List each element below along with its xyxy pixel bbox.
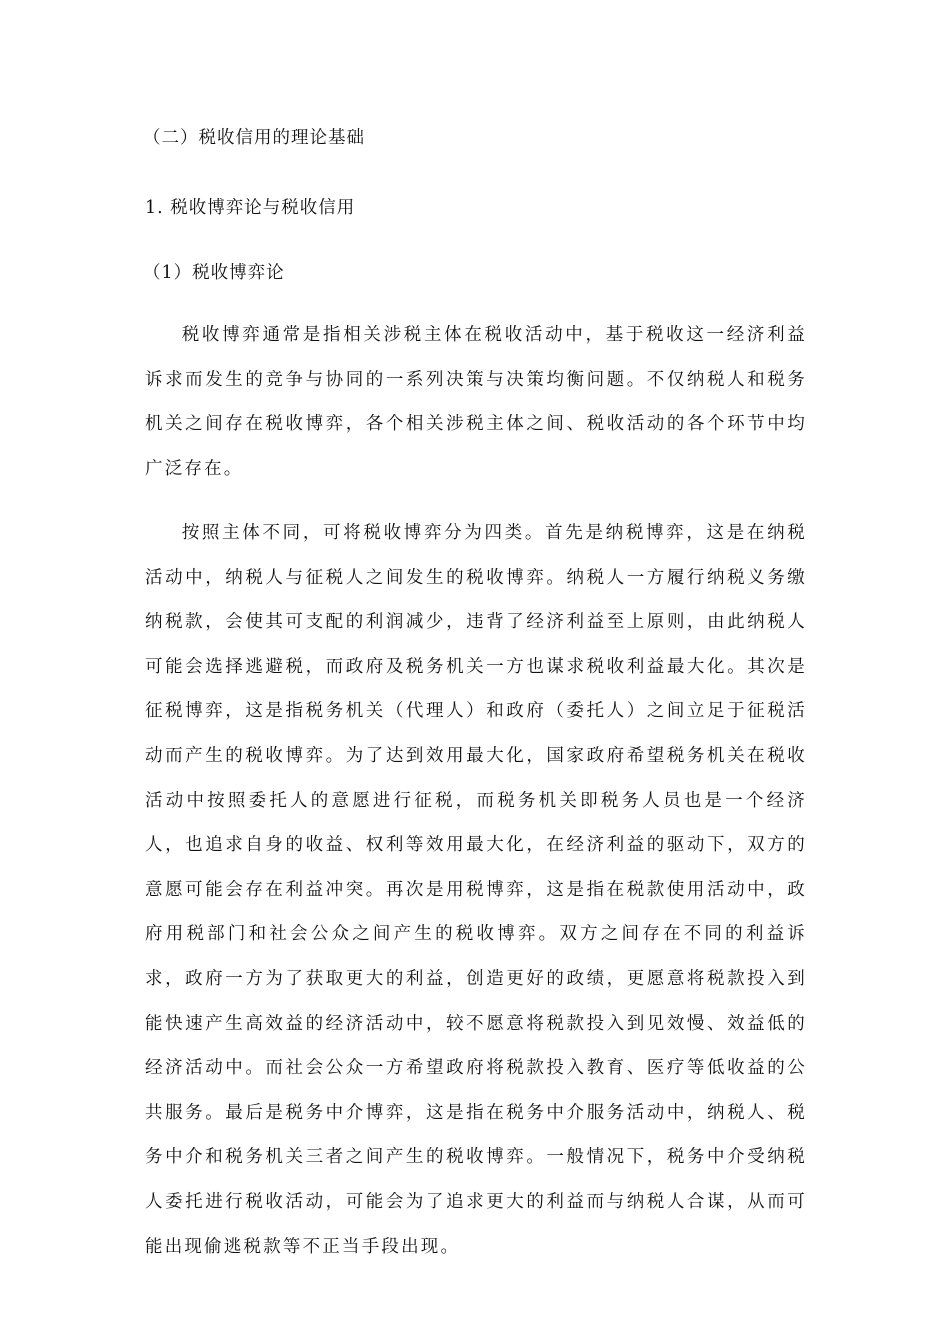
subsection-heading: 1. 税收博弈论与税收信用 [145, 198, 356, 218]
sub-subsection-heading: （1）税收博弈论 [143, 263, 285, 283]
section-heading: （二）税收信用的理论基础 [143, 128, 365, 148]
paragraph-2: 按照主体不同，可将税收博弈分为四类。首先是纳税博弈，这是在纳税活动中，纳税人与征税人之间发生的税收博弈。纳税人一方履行纳税义务缴纳税款，会使其可支配的利润减少，违背了经济利益至上原则，由此纳税人可能会选择逃避税，而政府及税务机关一方也谋求税收利益最大化。其次是征税博弈，这是指税务机关（代理人）和政府（委托人）之间立足于征税活动而产生的税收博弈。为了达到效用最大化，国家政府希望税务机关在税收活动中按照委托人的意愿进行征税，而税务机关即税务人员也是一个经济人，也追求自身的收益、权利等效用最大化，在经济利益的驱动下，双方的意愿可能会存在利益冲突。再次是用税博弈，这是指在税款使用活动中，政府用税部门和社会公众之间产生的税收博弈。双方之间存在不同的利益诉求，政府一方为了获取更大的利益，创造更好的政绩，更愿意将税款投入到能快速产生高效益的经济活动中，较不愿意将税款投入到见效慢、效益低的经济活动中。而社会公众一方希望政府将税款投入教育、医疗等低收益的公共服务。最后是税务中介博弈，这是指在税务中介服务活动中，纳税人、税务中介和税务机关三者之间产生的税收博弈。一般情况下，税务中介受纳税人委托进行税收活动，可能会为了追求更大的利益而与纳税人合谋，从而可能出现偷逃税款等不正当手段出现。 [145, 523, 807, 1257]
paragraph-1: 税收博弈通常是指相关涉税主体在税收活动中，基于税收这一经济利益诉求而发生的竞争与协同的一系列决策与决策均衡问题。不仅纳税人和税务机关之间存在税收博弈，各个相关涉税主体之间、税收活动的各个环节中均广泛存在。 [145, 325, 807, 479]
